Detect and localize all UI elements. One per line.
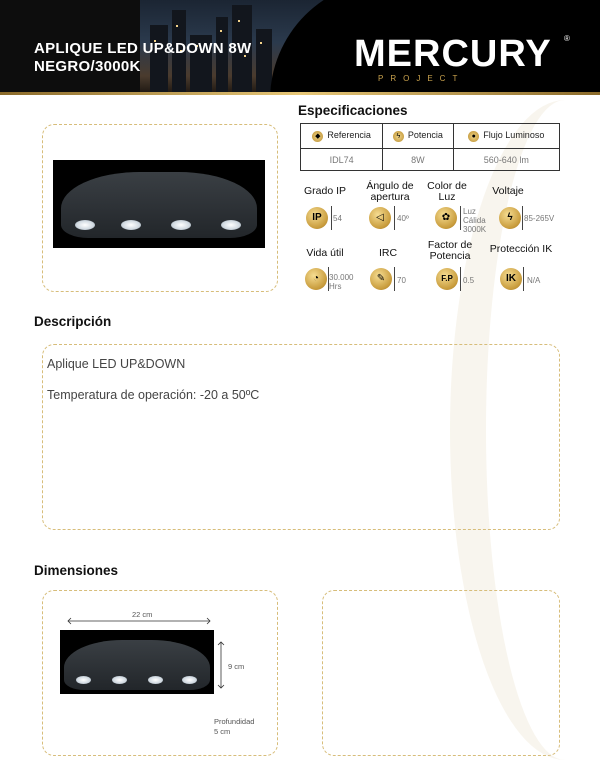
irc-icon: ✎ xyxy=(370,268,392,290)
feature-label-ik: Protección IK xyxy=(489,243,553,255)
description-heading: Descripción xyxy=(34,314,112,329)
mercury-logo: MERCURY PROJECT ® xyxy=(354,33,570,83)
feature-value-irc: 70 xyxy=(397,276,406,285)
voltage-icon: ϟ xyxy=(499,207,521,229)
bolt-icon: ϟ xyxy=(393,131,404,142)
dimension-height: 9 cm xyxy=(228,662,245,671)
dimension-depth: 5 cm xyxy=(214,727,231,736)
spec-value-flux: 560-640 lm xyxy=(453,149,559,171)
specs-heading: Especificaciones xyxy=(298,103,408,118)
ik-icon: IK xyxy=(500,268,522,290)
dimension-depth-label: Profundidad xyxy=(214,717,255,726)
clock-icon: ◔ xyxy=(305,268,327,290)
feature-label-irc: IRC xyxy=(378,247,398,259)
spec-value-power: 8W xyxy=(383,149,453,171)
feature-value-ip: 54 xyxy=(333,214,342,223)
angle-icon: ◁ xyxy=(369,207,391,229)
dimensions-heading: Dimensiones xyxy=(34,563,119,578)
ip-icon: IP xyxy=(306,207,328,229)
feature-label-fp: Factor de Potencia xyxy=(427,239,473,262)
feature-value-color: Luz Cálida 3000K xyxy=(463,207,487,234)
feature-label-angle: Ángulo de apertura xyxy=(366,180,414,203)
width-arrow xyxy=(66,617,212,625)
feature-value-life: 30.000 Hrs xyxy=(329,273,354,291)
feature-value-fp: 0.5 xyxy=(463,276,475,285)
product-image xyxy=(53,160,265,248)
fp-icon: F.P xyxy=(436,268,458,290)
spec-value-reference: IDL74 xyxy=(301,149,383,171)
specs-table xyxy=(300,123,560,171)
feature-label-life: Vida útil xyxy=(306,247,344,259)
height-arrow xyxy=(217,640,225,690)
header-banner xyxy=(0,0,600,95)
spec-header-power: ϟ Potencia xyxy=(383,124,453,149)
bulb-icon: ● xyxy=(468,131,479,142)
spec-header-reference: ◆ Referencia xyxy=(301,124,383,149)
description-line-1: Aplique LED UP&DOWN xyxy=(47,357,186,371)
feature-label-ip: Grado IP xyxy=(303,185,347,197)
feature-value-voltage: 85-265V xyxy=(524,214,555,223)
description-line-2: Temperatura de operación: -20 a 50ºC xyxy=(47,388,260,402)
product-title: APLIQUE LED UP&DOWN 8W NEGRO/3000K xyxy=(34,40,252,75)
feature-label-voltage: Voltaje xyxy=(492,185,524,197)
feature-value-angle: 40º xyxy=(397,214,409,223)
description-box xyxy=(42,344,560,530)
tag-icon: ◆ xyxy=(312,131,323,142)
dimensions-product-image xyxy=(60,630,214,694)
spec-header-flux: ● Flujo Luminoso xyxy=(453,124,559,149)
feature-label-color: Color de Luz xyxy=(427,180,467,203)
dimension-width: 22 cm xyxy=(132,610,153,619)
feature-value-ik: N/A xyxy=(527,276,541,285)
color-icon: ✿ xyxy=(435,207,457,229)
dimensions-box-right xyxy=(322,590,560,756)
